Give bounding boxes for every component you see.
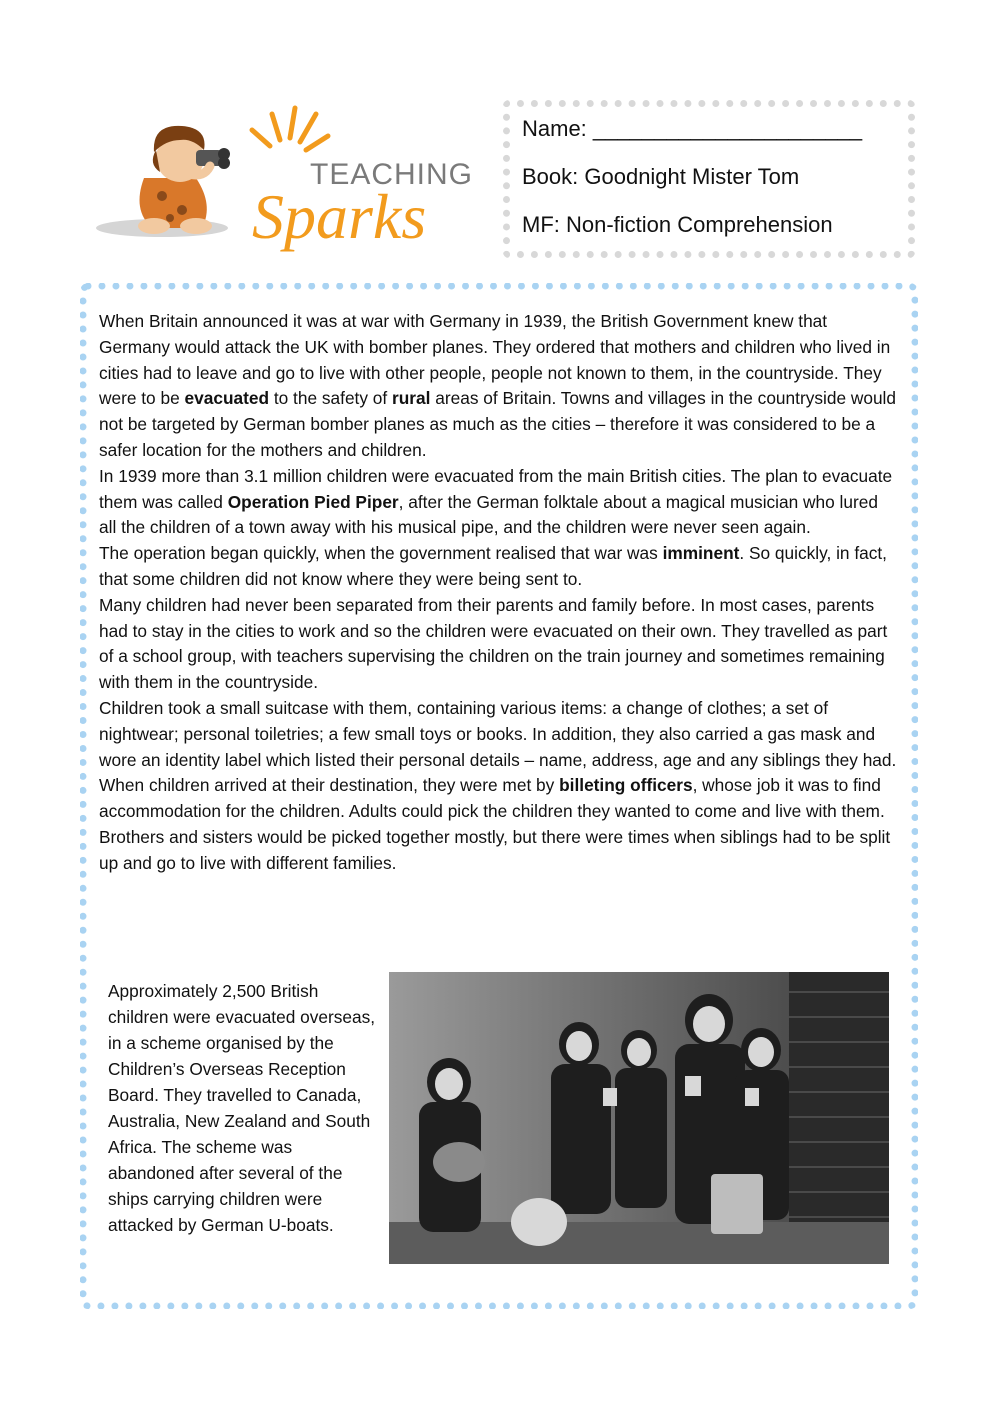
logo-line1: TEACHING bbox=[310, 158, 474, 191]
name-field[interactable]: Name: ______________________ bbox=[522, 116, 863, 141]
evacuee-children-photo bbox=[389, 972, 889, 1264]
caveman-mascot-icon bbox=[92, 100, 482, 260]
keyword-imminent: imminent bbox=[662, 543, 740, 564]
mf-label: MF: Non-fiction Comprehension bbox=[522, 212, 833, 237]
keyword-rural: rural bbox=[392, 388, 431, 409]
logo-line2: Sparks bbox=[252, 181, 427, 252]
teaching-sparks-logo bbox=[92, 100, 482, 260]
overseas-evacuation-text: Approximately 2,500 British children were evacuated overseas, in a scheme organised by the Children’s Overseas Reception Board. They travelled to Canada, Australia, New Zealand and South Africa. The scheme was abandoned after several of the ships carrying children were attacked by German U-boats. bbox=[108, 981, 376, 1235]
reading-passage bbox=[99, 309, 899, 877]
paragraph-4: Many children had never been separated from their parents and family before. In most cases, parents had to stay in the cities to work and so the children were evacuated on their own. They travelled as part of a school group, with teachers supervising the children on the train journey and sometimes remaining with them in the countryside. bbox=[99, 594, 888, 693]
paragraph-2: In 1939 more than 3.1 million children were evacuated from the main British cities. The plan to evacuate them was called Operation Pied Piper, after the German folktale about a magical musician who lured all the children of a town away with his musical pipe, and the children were never seen again. bbox=[99, 465, 893, 538]
paragraph-3: The operation began quickly, when the government realised that war was imminent. So quickly, in fact, that some children did not know where they were being sent to. bbox=[99, 543, 887, 589]
paragraph-6: When children arrived at their destination, they were met by billeting officers, whose job it was to find accommodation for the children. Adults could pick the children they wanted to come and live with them. Brothers and sisters would be picked together mostly, but there were times when siblings had to be split up and go to live with different families. bbox=[99, 775, 891, 873]
worksheet-info-box bbox=[503, 100, 915, 258]
keyword-evacuated: evacuated bbox=[184, 388, 270, 409]
keyword-billeting-officers: billeting officers bbox=[559, 775, 693, 796]
keyword-operation-pied-piper: Operation Pied Piper bbox=[227, 491, 399, 512]
paragraph-1: When Britain announced it was at war with Germany in 1939, the British Government knew that Germany would attack the UK with bomber planes. They ordered that mothers and children who lived in cities had to leave and go to live with other people, people not known to them, in the countryside. They were to be evacuated to the safety of rural areas of Britain. Towns and villages in the countryside would not be targeted by German bomber planes as much as the cities – therefore it was considered to be a safer location for the mothers and children. bbox=[99, 311, 897, 460]
paragraph-5: Children took a small suitcase with them, containing various items: a change of clothes; a set of nightwear; personal toiletries; a few small toys or books. In addition, they also carried a gas mask and wore an identity label which listed their personal details – name, address, age and any siblings they had. bbox=[99, 697, 897, 770]
book-title: Book: Goodnight Mister Tom bbox=[522, 164, 800, 189]
